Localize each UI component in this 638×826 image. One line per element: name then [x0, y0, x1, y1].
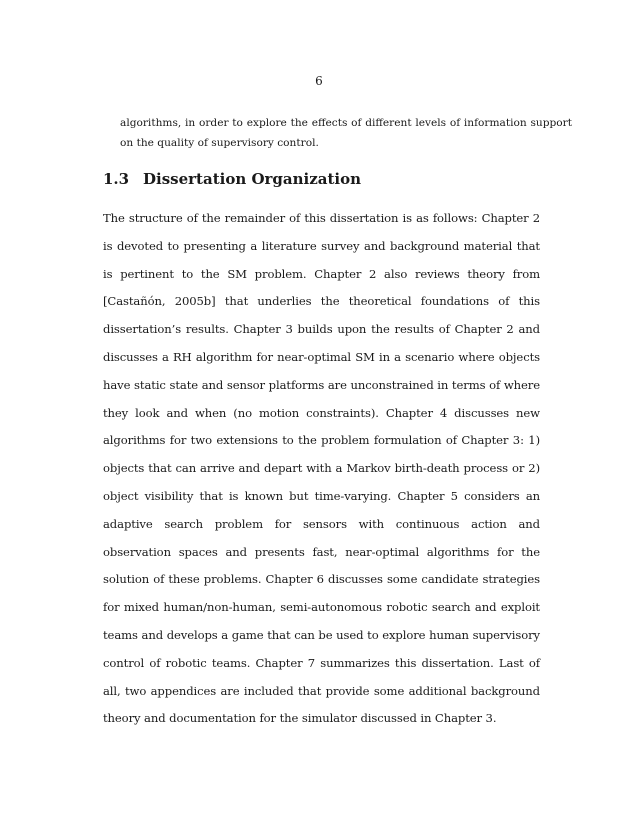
section-body-paragraph: The structure of the remainder of this dissertation is as follows: Chapter 2 is devoted to presenting a literature survey and background material that is pertinent to the SM problem. Chapter 2 also reviews theory from [Castañón, 2005b] that underlies the theoretical foundations of this dissertation’s results. Chapter 3 builds upon the results of Chapter 2 and discusses a RH algorithm for near-optimal SM in a scenario where objects have static state and sensor platforms are unconstrained in terms of where they look and when (no motion constraints). Chapter 4 discusses new algorithms for two extensions to the problem formulation of Chapter 3: 1) objects that can arrive and depart with a Markov birth-death process or 2) object visibility that is known but time-varying. Chapter 5 considers an adaptive search problem for sensors with continuous action and observation spaces and presents fast, near-optimal algorithms for the solution of these problems. Chapter 6 discusses some candidate strategies for mixed human/non-human, semi-autonomous robotic search and exploit teams and develops a game that can be used to explore human supervisory control of robotic teams. Chapter 7 summarizes this dissertation. Last of all, two appendices are included that provide some additional background theory and documentation for the simulator discussed in Chapter 3. [103, 211, 540, 726]
section-title: Dissertation Organization [143, 170, 362, 188]
section-number: 1.3 [103, 170, 130, 188]
page-number: 6 [315, 74, 323, 88]
intro-paragraph: algorithms, in order to explore the effects of different levels of information support on the quality of supervisory control. [120, 117, 572, 149]
section-heading [103, 170, 361, 188]
